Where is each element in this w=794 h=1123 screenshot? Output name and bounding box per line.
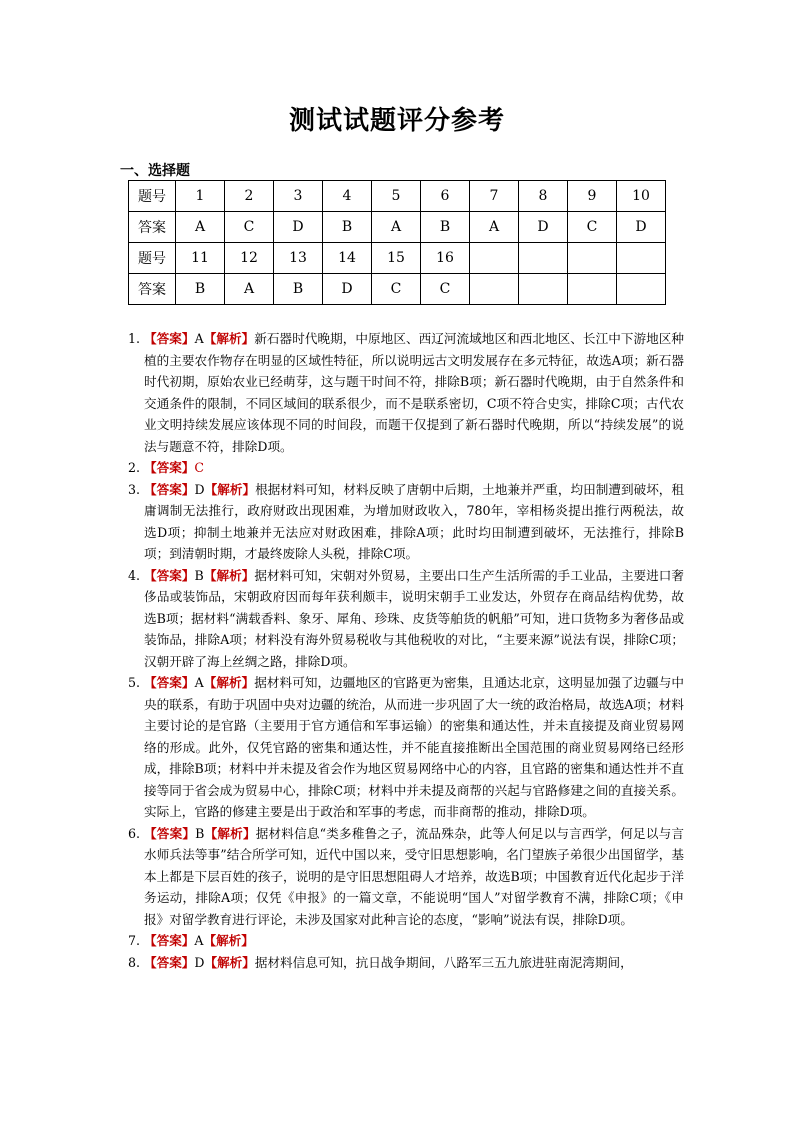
answer-table — [128, 180, 666, 305]
analysis-tag: 【解析】 — [204, 954, 255, 970]
answer-tag: 【答案】 — [144, 481, 195, 497]
item-number: 6. — [128, 825, 141, 841]
answer-letter: C — [194, 460, 205, 475]
table-row — [129, 243, 666, 274]
table-cell: 12 — [225, 243, 274, 274]
analysis-tag: 【解析】 — [204, 481, 256, 497]
analysis-text: 新石器时代晚期，中原地区、西辽河流域地区和西北地区、长江中下游地区种植的主要农作物存在明显的区域性特征，所以说明远古文明发展存在多元特征，故选A项；新石器时代初期，原始农业已经萌芽，这与题干时间不符，排除B项；新石器时代晚期，由于自然条件和交通条件的限制，不同区域间的联系很少，而不是联系密切，C项不符合史实，排除C项；古代农业文明持续发展应该体现不同的时间段，而题干仅提到了新石器时代晚期，所以“持续发展”的说法与题意不符，排除D项。 — [144, 331, 685, 454]
answer-tag: 【答案】 — [144, 331, 195, 346]
answer-letter: D — [194, 954, 205, 970]
explanation-item — [128, 823, 684, 931]
analysis-text: 据材料信息“类多稚鲁之子，流品殊杂，此等人何足以与言西学，何足以与言水师兵法等事”结合所学可知，近代中国以来，受守旧思想影响，名门望族子弟很少出国留学，基本上都是下层百姓的孩子，说明的是守旧思想阻碍人才培养，故选B项；中国教育近代化起步于洋务运动，排除A项；仅凭《申报》的一篇文章，不能说明“国人”对留学教育不满，排除C项；《申报》对留学教育进行评论，未涉及国家对此种言论的态度，“影响”说法有误，排除D项。 — [144, 825, 685, 927]
table-cell: C — [372, 274, 421, 305]
table-cell: 2 — [225, 181, 274, 212]
row-header-question: 题号 — [129, 181, 176, 212]
answer-tag: 【答案】 — [144, 954, 195, 970]
page-title: 测试试题评分参考 — [288, 106, 505, 136]
analysis-text: 根据材料可知，材料反映了唐朝中后期，土地兼并严重，均田制遭到破坏，租庸调制无法推行，政府财政出现困难，为增加财政收入，780年，宰相杨炎提出推行两税法，故选D项；抑制土地兼并无法应对财政困难，排除A项；此时均田制遭到破坏，无法推行，排除B项；到清朝时期，才最终废除人头税，排除C项。 — [144, 481, 685, 561]
table-cell: B — [323, 212, 372, 243]
row-header-question: 题号 — [129, 243, 176, 274]
table-cell: 8 — [519, 181, 568, 212]
explanation-item — [128, 565, 684, 673]
table-cell: 15 — [372, 243, 421, 274]
analysis-text: 据材料信息可知，抗日战争期间，八路军三五九旅进驻南泥湾期间， — [254, 954, 633, 970]
item-number: 4. — [128, 567, 141, 583]
analysis-tag: 【解析】 — [204, 825, 256, 841]
answer-letter: A — [194, 331, 204, 346]
table-cell — [470, 274, 519, 305]
table-cell: C — [421, 274, 470, 305]
table-cell: B — [176, 274, 225, 305]
table-cell: 1 — [176, 181, 225, 212]
table-cell: D — [519, 212, 568, 243]
table-cell: 10 — [617, 181, 666, 212]
answer-tag: 【答案】 — [144, 933, 195, 948]
row-header-answer: 答案 — [129, 212, 176, 243]
table-cell: B — [421, 212, 470, 243]
row-header-answer: 答案 — [129, 274, 176, 305]
answer-tag: 【答案】 — [144, 675, 195, 690]
table-cell: A — [225, 274, 274, 305]
table-cell — [519, 243, 568, 274]
item-number: 1. — [128, 331, 141, 346]
table-row — [129, 274, 666, 305]
table-cell: C — [568, 212, 617, 243]
answer-letter: D — [194, 481, 205, 497]
explanation-item — [128, 672, 684, 823]
answer-letter: A — [194, 675, 204, 690]
table-row — [129, 181, 666, 212]
analysis-tag: 【解析】 — [203, 331, 255, 346]
explanation-item — [128, 457, 684, 479]
table-cell: A — [372, 212, 421, 243]
table-cell — [470, 243, 519, 274]
table-cell: D — [274, 212, 323, 243]
explanations-list — [128, 328, 684, 973]
analysis-tag: 【解析】 — [203, 567, 255, 583]
answer-letter: B — [195, 825, 205, 841]
table-row — [129, 212, 666, 243]
table-cell — [519, 274, 568, 305]
analysis-tag: 【解析】 — [203, 675, 255, 690]
table-cell: A — [470, 212, 519, 243]
table-cell: D — [323, 274, 372, 305]
section-heading: 一、选择题 — [120, 163, 190, 179]
table-cell: 14 — [323, 243, 372, 274]
table-cell: 9 — [568, 181, 617, 212]
answer-tag: 【答案】 — [144, 825, 196, 841]
analysis-tag: 【解析】 — [203, 933, 254, 948]
table-cell — [568, 243, 617, 274]
table-cell: 3 — [274, 181, 323, 212]
table-cell: 5 — [372, 181, 421, 212]
table-cell: 11 — [176, 243, 225, 274]
item-number: 3. — [128, 481, 141, 497]
item-number: 5. — [128, 675, 141, 690]
table-cell — [617, 243, 666, 274]
table-cell: A — [176, 212, 225, 243]
table-cell: D — [617, 212, 666, 243]
item-number: 7. — [128, 933, 141, 948]
table-cell: B — [274, 274, 323, 305]
answer-letter: A — [194, 933, 204, 948]
analysis-text: 据材料可知，边疆地区的官路更为密集，且通达北京，这明显加强了边疆与中央的联系，有助于巩固中央对边疆的统治，从而进一步巩固了大一统的政治格局，故选A项；材料主要讨论的是官路（主要用于官方通信和军事运输）的密集和通达性，并未直接提及商业贸易网络的形成。此外，仅凭官路的密集和通达性，并不能直接推断出全国范围的商业贸易网络已经形成，排除B项；材料中并未提及省会作为地区贸易网络中心的内容，且官路的密集和通达性并不直接等同于省会成为贸易中心，排除C项；材料中并未提及商帮的兴起与官路修建之间的直接关系。实际上，官路的修建主要是出于政治和军事的考虑，而非商帮的推动，排除D项。 — [144, 675, 685, 819]
table-cell: 13 — [274, 243, 323, 274]
table-cell: 7 — [470, 181, 519, 212]
answer-tag: 【答案】 — [144, 460, 195, 475]
explanation-item — [128, 328, 684, 457]
table-cell: 16 — [421, 243, 470, 274]
table-cell — [617, 274, 666, 305]
item-number: 8. — [128, 954, 141, 970]
answer-letter: B — [194, 567, 204, 583]
answer-tag: 【答案】 — [144, 567, 195, 583]
item-number: 2. — [128, 460, 141, 475]
explanation-item — [128, 930, 684, 952]
table-cell: C — [225, 212, 274, 243]
explanation-item — [128, 952, 684, 974]
table-cell: 6 — [421, 181, 470, 212]
table-cell: 4 — [323, 181, 372, 212]
analysis-text: 据材料可知，宋朝对外贸易，主要出口生产生活所需的手工业品，主要进口奢侈品或装饰品，宋朝政府因而每年获利颇丰，说明宋朝手工业发达，外贸存在商品结构优势，故选B项；据材料“满载香料、象牙、犀角、珍珠、皮货等舶货的帆船”可知，进口货物多为奢侈品或装饰品，排除A项；材料没有海外贸易税收与其他税收的对比，“主要来源”说法有误，排除C项；汉朝开辟了海上丝绸之路，排除D项。 — [144, 567, 685, 669]
table-cell — [568, 274, 617, 305]
explanation-item — [128, 479, 684, 565]
